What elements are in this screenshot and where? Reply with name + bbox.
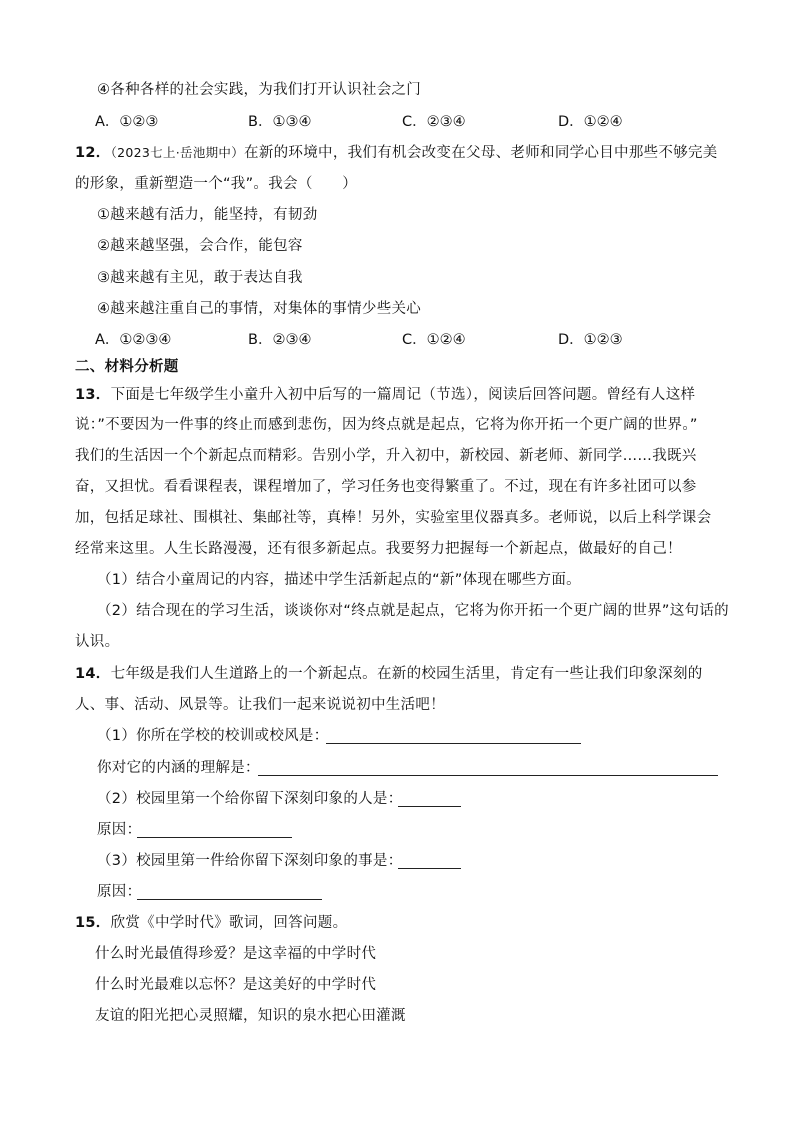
q14-reason2-blank[interactable]	[137, 899, 322, 900]
q13-sub2-line2: 认识。	[75, 634, 120, 650]
q11-option-c[interactable]: C．②③④	[402, 114, 466, 130]
q12-source: （2023七上·岳池期中）	[110, 145, 245, 160]
q14-sub1b-label: 你对它的内涵的理解是：	[97, 760, 260, 776]
q12-option-b[interactable]: B．②③④	[248, 332, 312, 348]
q13-sub2-line1: （2）结合现在的学习生活，谈谈你对“终点就是起点，它将为你开拓一个更广阔的世界”这句话的	[97, 603, 729, 619]
q14-reason1-blank[interactable]	[137, 837, 292, 838]
q11-option-d[interactable]: D．①②④	[558, 114, 623, 130]
q15-stem-text: 欣赏《中学时代》歌词，回答问题。	[110, 915, 348, 931]
q11-item-4: ④各种各样的社会实践，为我们打开认识社会之门	[97, 82, 422, 98]
q15-lyric-3: 友谊的阳光把心灵照耀，知识的泉水把心田灌溉	[95, 1008, 406, 1024]
q14-sub3-label: （3）校园里第一件给你留下深刻印象的事是：	[97, 853, 403, 869]
q14-stem-line1	[75, 664, 703, 684]
q11-option-b[interactable]: B．①③④	[248, 114, 312, 130]
q12-item-3: ③越来越有主见，敢于表达自我	[97, 270, 303, 286]
q13-line6: 经常来这里。人生长路漫漫，还有很多新起点。我要努力把握每一个新起点，做最好的自己！	[75, 541, 682, 557]
q13-number: 13．	[75, 387, 111, 403]
q14-sub1-label: （1）你所在学校的校训或校风是：	[97, 728, 329, 744]
q14-person-blank[interactable]	[398, 806, 461, 807]
q14-stem-line2: 人、事、活动、风景等。让我们一起来说说初中生活吧！	[75, 697, 445, 713]
q14-event-blank[interactable]	[398, 868, 461, 869]
q12-stem-line1	[75, 143, 718, 163]
q13-line1	[75, 385, 695, 405]
q12-stem-text1: 在新的环境中，我们有机会改变在父母、老师和同学心目中那些不够完美	[244, 145, 718, 161]
q11-option-a[interactable]: A．①②③	[95, 114, 159, 130]
q13-text1: 下面是七年级学生小童升入初中后写的一篇周记（节选），阅读后回答问题。曾经有人这样	[110, 387, 696, 403]
q12-item-4: ④越来越注重自己的事情，对集体的事情少些关心	[97, 301, 422, 317]
q14-meaning-blank[interactable]	[258, 775, 718, 776]
q12-option-a[interactable]: A．①②③④	[95, 332, 172, 348]
q12-number: 12．	[75, 145, 111, 161]
q14-number: 14．	[75, 666, 111, 682]
q12-item-2: ②越来越坚强，会合作，能包容	[97, 238, 303, 254]
q14-stem-text1: 七年级是我们人生道路上的一个新起点。在新的校园生活里，肯定有一些让我们印象深刻的	[110, 666, 703, 682]
q14-sub2-label: （2）校园里第一个给你留下深刻印象的人是：	[97, 791, 403, 807]
q13-line2: 说：”不要因为一件事的终止而感到悲伤，因为终点就是起点，它将为你开拓一个更广阔的世界。”	[75, 417, 698, 433]
q13-line3: 我们的生活因一个个新起点而精彩。告别小学，升入初中，新校园、新老师、新同学……我既兴	[75, 448, 697, 464]
q14-reason1-label: 原因：	[97, 822, 142, 838]
q15-stem	[75, 913, 347, 933]
q12-stem-line2: 的形象，重新塑造一个“我”。我会（ ）	[75, 176, 358, 192]
q15-lyric-2: 什么时光最难以忘怀？是这美好的中学时代	[95, 977, 377, 993]
q12-option-d[interactable]: D．①②③	[558, 332, 623, 348]
q13-line4: 奋，又担忧。看看课程表，课程增加了，学习任务也变得繁重了。不过，现在有许多社团可以参	[75, 479, 697, 495]
q15-number: 15．	[75, 915, 111, 931]
q13-sub1: （1）结合小童周记的内容，描述中学生活新起点的“新”体现在哪些方面。	[97, 572, 581, 588]
q14-motto-blank[interactable]	[326, 743, 581, 744]
section-title: 二、材料分析题	[75, 359, 179, 375]
q12-option-c[interactable]: C．①②④	[402, 332, 466, 348]
q14-reason2-label: 原因：	[97, 884, 142, 900]
q13-line5: 加，包括足球社、围棋社、集邮社等，真棒！另外，实验室里仪器真多。老师说，以后上科学课会	[75, 510, 712, 526]
q15-lyric-1: 什么时光最值得珍爱？是这幸福的中学时代	[95, 946, 377, 962]
q12-item-1: ①越来越有活力，能坚持，有韧劲	[97, 207, 318, 223]
